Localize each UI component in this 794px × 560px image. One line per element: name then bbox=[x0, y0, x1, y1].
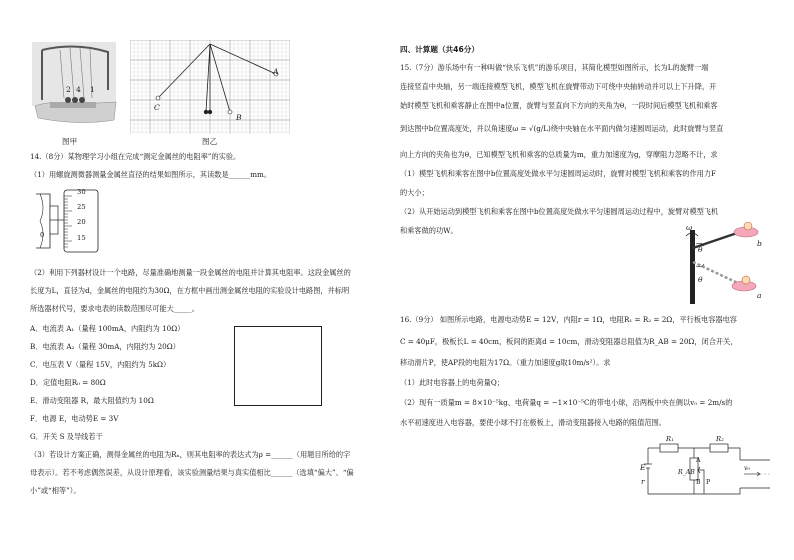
mic-tick-20: 20 bbox=[77, 218, 86, 226]
flying-plane-figure bbox=[682, 222, 768, 306]
q14-part1: （1）用螺旋测微器测量金属丝直径的结果如图所示，其读数是______mm。 bbox=[30, 170, 272, 179]
equip-a: A．电流表 A₁（量程 100mA，内阻约为 10Ω） bbox=[30, 324, 185, 333]
label-theta-upper: θ bbox=[698, 245, 703, 254]
circuit-label-b: B bbox=[696, 479, 701, 486]
q16-line2: C = 40μF，极板长L = 40cm，板间的距离d = 10cm，滑动变阻器总阻值为R_AB = 20Ω，闭合开关， bbox=[400, 337, 738, 346]
label-omega: ω bbox=[686, 223, 693, 232]
equip-c: C．电压表 V（量程 15V，内阻约为 5kΩ） bbox=[30, 360, 171, 369]
mic-tick-25: 25 bbox=[77, 203, 86, 211]
q15-line6: （1）模型飞机和乘客在图中b位置高度处做水平匀速圆周运动时，旋臂对模型飞机和乘客的作用力F bbox=[400, 169, 717, 178]
q16-line6: 水平初速度进入电容器，要使小球不打在极板上，滑动变阻器接入电路的阻值范围。 bbox=[400, 418, 666, 427]
point-label-c: C bbox=[154, 103, 160, 112]
ball-label-1: 1 bbox=[90, 85, 95, 94]
circuit-label-r1: R₁ bbox=[666, 435, 674, 443]
q14-part3-line2: 母表示）。若不考虑偶然误差，从设计原理看，该实验测量结果与真实值相比______（选填“偏大”、“偏 bbox=[30, 468, 354, 477]
ball-label-4: 4 bbox=[76, 85, 81, 94]
q15-line3: 始时模型飞机和乘客静止在图中a位置，旋臂与竖直向下方向的夹角为θ，一段时间后模型飞机和乘客 bbox=[400, 101, 718, 110]
label-a: a bbox=[757, 291, 762, 300]
ball-label-2: 2 bbox=[66, 85, 71, 94]
figure-yi-grid-diagram bbox=[130, 40, 290, 134]
equip-g: G．开关 S 及导线若干 bbox=[30, 432, 103, 441]
q15-line7: 的大小； bbox=[400, 188, 429, 197]
point-label-b: B bbox=[236, 113, 242, 122]
q16-line1: 16.（9分） 如图所示电路，电源电动势E = 12V，内阻r = 1Ω，电阻R₁ = R₂ = 2Ω，平行板电容器电容 bbox=[400, 315, 737, 324]
equip-f: F．电源 E，电动势E = 3V bbox=[30, 414, 119, 423]
figure-jia-caption: 图甲 bbox=[62, 137, 78, 146]
q15-line8: （2）从开始运动到模型飞机和乘客在图中b位置高度处做水平匀速圆周运动过程中，旋臂对模型飞机 bbox=[400, 207, 719, 216]
circuit-label-v0: v₀ bbox=[744, 465, 750, 472]
left-column bbox=[30, 0, 390, 560]
q14-part2-line2: 长度为L，直径为d，金属丝的电阻约为30Ω，在方框中画出测金属丝电阻的实验设计电路图，并标明 bbox=[30, 286, 350, 295]
micrometer-figure bbox=[34, 186, 104, 256]
circuit-label-r2: R₂ bbox=[716, 435, 724, 443]
q15-line1: 15.（7分）游乐场中有一种叫做“快乐飞机”的游乐项目，其简化模型如图所示，长为L的旋臂一端 bbox=[400, 63, 709, 72]
circuit-drawing-box[interactable] bbox=[234, 326, 322, 406]
q16-line5: （2）现有一质量m = 8×10⁻⁵kg、电荷量q = −1×10⁻⁵C的带电小球，沿两板中央在侧以v₀ = 2m/s的 bbox=[400, 398, 733, 407]
q15-line5: 向上方向的夹角也为θ，已知模型飞机和乘客的总质量为m，重力加速度为g，穿摩阻力忽略不计，求 bbox=[400, 150, 718, 159]
q14-part3-line1: （3）若设计方案正确，测得金属丝的电阻为Rₓ，则其电阻率的表达式为ρ =______（用题目所给的字 bbox=[30, 450, 351, 459]
circuit-label-r: r bbox=[641, 477, 645, 486]
label-b: b bbox=[757, 239, 762, 248]
circuit-label-p: P bbox=[706, 479, 711, 486]
q14-part2-line1: （2）利用下列器材设计一个电路，尽量准确地测量一段金属丝的电阻并计算其电阻率。这段金属丝的 bbox=[30, 268, 351, 277]
equip-d: D．定值电阻R₀ = 80Ω bbox=[30, 378, 106, 387]
figure-jia-pendulum bbox=[30, 40, 120, 132]
mic-tick-30: 30 bbox=[77, 188, 86, 196]
q16-line4: （1）此时电容器上的电荷量Q； bbox=[400, 378, 504, 387]
equip-b: B．电流表 A₂（量程 30mA，内阻约为 20Ω） bbox=[30, 342, 180, 351]
mic-zero: 0 bbox=[40, 231, 45, 239]
point-label-a: A bbox=[273, 67, 279, 76]
q14-stem: 14.（8分）某物理学习小组在完成“测定金属丝的电阻率”的实验。 bbox=[30, 152, 241, 161]
q16-line3: 移动滑片P，使AP段的电阻为17Ω。（重力加速度g取10m/s²）。求 bbox=[400, 358, 611, 367]
figure-yi-caption: 图乙 bbox=[202, 137, 218, 146]
circuit-label-a: A bbox=[696, 457, 701, 464]
circuit-label-rab: R_AB bbox=[678, 469, 695, 476]
q15-line2: 连接竖直中央轴，另一端连接模型飞机，模型飞机在旋臂带动下可绕中央轴转动并可以上下升降，开 bbox=[400, 82, 717, 91]
right-column bbox=[400, 0, 770, 560]
q15-line4: 到达图中b位置高度处，并以角速度ω = √(g/L)绕中央轴在水平面内做匀速圆周运动，此时旋臂与竖直 bbox=[400, 124, 724, 133]
q14-part2-line3: 所选器材代号，要求电表的读数范围尽可能大_____。 bbox=[30, 304, 199, 313]
mic-tick-15: 15 bbox=[77, 234, 86, 242]
section-title: 四、计算题（共46分） bbox=[400, 45, 479, 54]
q14-part3-line3: 小”或“相等”）。 bbox=[30, 486, 81, 495]
q15-line9: 和乘客做的功W。 bbox=[400, 226, 458, 235]
circuit-label-e: E bbox=[640, 463, 646, 472]
label-theta-lower: θ bbox=[698, 275, 703, 284]
equip-e: E．滑动变阻器 R，最大阻值约为 10Ω bbox=[30, 396, 154, 405]
